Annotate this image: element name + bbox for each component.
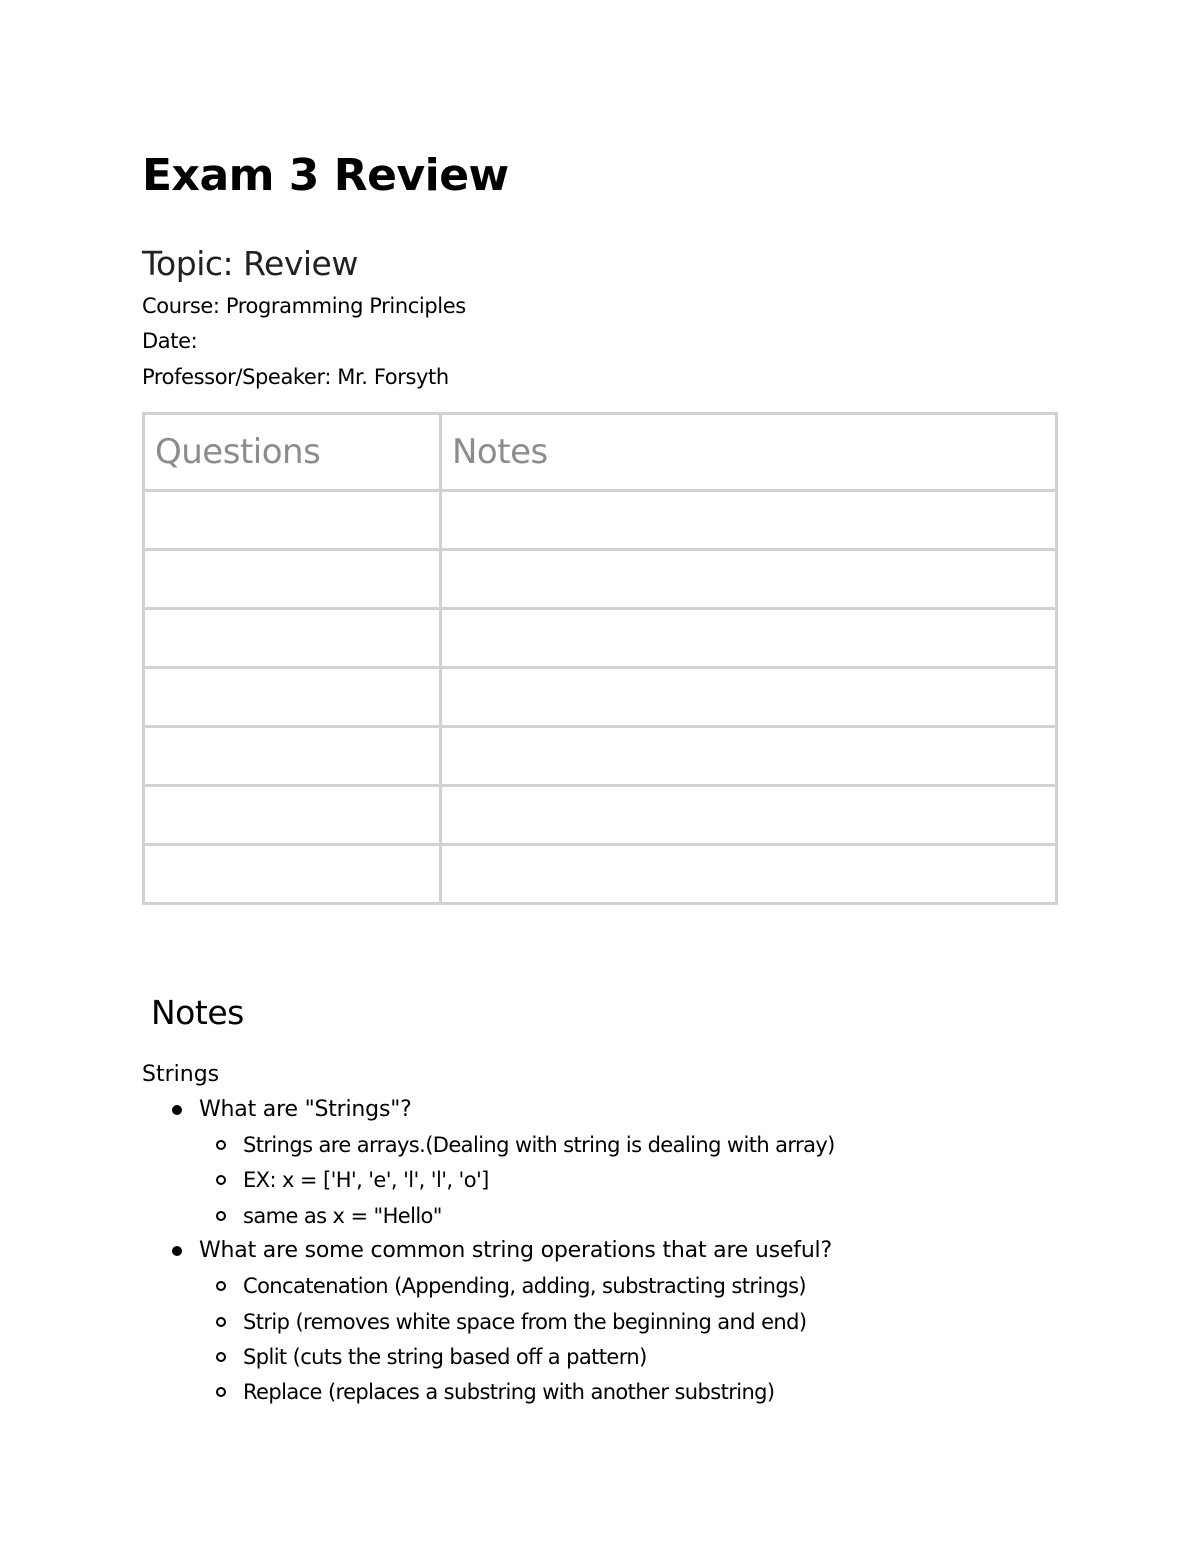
sub-list-item: Concatenation (Appending, adding, substracting strings) [243,1274,807,1298]
question-cell [144,609,441,668]
page-title: Exam 3 Review [142,150,509,201]
note-cell [441,786,1057,845]
bullet-icon [172,1105,182,1115]
list-item: What are "Strings"? [199,1097,412,1122]
sub-list-item: Strip (removes white space from the beginning and end) [243,1310,807,1334]
note-cell [441,609,1057,668]
note-cell [441,727,1057,786]
question-cell [144,491,441,550]
sub-bullet-icon [216,1281,226,1291]
question-cell [144,786,441,845]
sub-bullet-icon [216,1175,226,1185]
note-cell [441,668,1057,727]
sub-list-item: Replace (replaces a substring with another substring) [243,1380,775,1404]
sub-bullet-icon [216,1352,226,1362]
course-line: Course: Programming Principles [142,294,466,318]
table-row [144,550,1057,609]
sub-bullet-icon [216,1387,226,1397]
question-cell [144,668,441,727]
note-cell [441,550,1057,609]
table-row [144,668,1057,727]
table-row [144,727,1057,786]
note-cell [441,491,1057,550]
professor-line: Professor/Speaker: Mr. Forsyth [142,365,449,389]
question-cell [144,727,441,786]
question-cell [144,550,441,609]
table-row [144,609,1057,668]
cornell-notes-table [142,412,1058,905]
question-cell [144,845,441,904]
sub-list-item: same as x = "Hello" [243,1204,442,1228]
sub-bullet-icon [216,1140,226,1150]
sub-list-item: Split (cuts the string based off a pattern) [243,1345,647,1369]
section-label-strings: Strings [142,1062,220,1087]
table-row [144,845,1057,904]
table-row [144,786,1057,845]
date-line: Date: [142,329,198,353]
questions-column-header: Questions [144,414,441,491]
bullet-icon [172,1246,182,1256]
table-header-row [144,414,1057,491]
sub-list-item: Strings are arrays.(Dealing with string is dealing with array) [243,1133,835,1157]
notes-column-header: Notes [441,414,1057,491]
sub-bullet-icon [216,1317,226,1327]
notes-heading: Notes [151,993,244,1032]
table-row [144,491,1057,550]
note-cell [441,845,1057,904]
sub-bullet-icon [216,1211,226,1221]
topic-line: Topic: Review [142,244,358,283]
sub-list-item: EX: x = ['H', 'e', 'l', 'l', 'o'] [243,1168,489,1192]
list-item: What are some common string operations that are useful? [199,1238,832,1263]
